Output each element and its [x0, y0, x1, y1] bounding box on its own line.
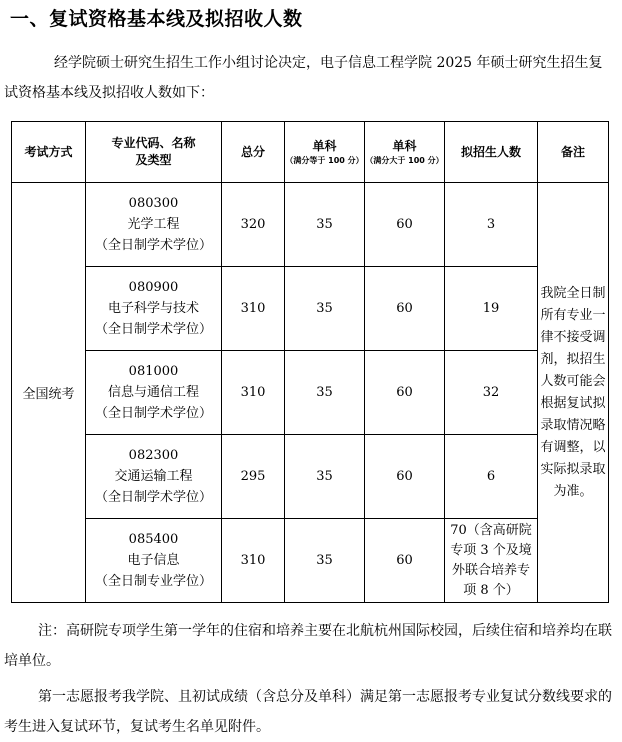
exam-mode-cell: 全国统考 [12, 183, 86, 603]
major-cell [86, 435, 222, 519]
header-remark: 备注 [538, 122, 609, 183]
table-row [12, 267, 609, 351]
quota-cell: 32 [445, 351, 538, 435]
header-single-over-100 [365, 122, 445, 183]
total-score-cell: 310 [222, 351, 285, 435]
quota-cell [445, 519, 538, 603]
header-single-100-note: （满分等于 100 分） [285, 156, 364, 165]
first-choice-paragraph: 第一志愿报考我学院、且初试成绩（含总分及单科）满足第一志愿报考专业复试分数线要求的考生进入复试环节，复试考生名单见附件。 [4, 689, 612, 735]
major-name: 电子科学与技术 [107, 301, 199, 316]
header-major [86, 122, 222, 183]
header-single-over-100-label: 单科 [392, 139, 417, 153]
table-row [12, 519, 609, 603]
major-code: 085400 [128, 532, 179, 547]
single-over-100-cell: 60 [365, 435, 445, 519]
table-row [12, 183, 609, 267]
major-code: 080300 [128, 196, 179, 211]
quota-cell: 19 [445, 267, 538, 351]
single-100-cell: 35 [285, 435, 365, 519]
section-title: 一、复试资格基本线及拟招收人数 [10, 8, 303, 30]
major-name: 电子信息 [127, 553, 180, 568]
total-score-cell: 310 [222, 519, 285, 603]
major-cell [86, 351, 222, 435]
header-single-100 [285, 122, 365, 183]
header-major-line1: 专业代码、名称 [111, 136, 196, 150]
major-code: 081000 [128, 364, 179, 379]
major-name: 交通运输工程 [114, 469, 193, 484]
major-type: （全日制学术学位） [94, 490, 212, 505]
header-total-score: 总分 [222, 122, 285, 183]
single-over-100-cell: 60 [365, 267, 445, 351]
quota-cell: 6 [445, 435, 538, 519]
total-score-cell: 320 [222, 183, 285, 267]
remark-cell: 我院全日制所有专业一律不接受调剂，拟招生人数可能会根据复试拟录取情况略有调整，以实际拟录取为准。 [538, 183, 609, 603]
total-score-cell: 310 [222, 267, 285, 351]
major-cell [86, 519, 222, 603]
major-type: （全日制学术学位） [94, 406, 212, 421]
major-name: 信息与通信工程 [107, 385, 199, 400]
single-100-cell: 35 [285, 183, 365, 267]
major-code: 082300 [128, 448, 179, 463]
major-cell [86, 267, 222, 351]
header-major-line2: 及类型 [135, 153, 172, 167]
intro-paragraph: 经学院硕士研究生招生工作小组讨论决定，电子信息工程学院 2025 年硕士研究生招生复试资格基本线及拟招收人数如下： [4, 55, 603, 101]
table-header-row [12, 122, 609, 183]
major-cell [86, 183, 222, 267]
single-100-cell: 35 [285, 267, 365, 351]
single-over-100-cell: 60 [365, 519, 445, 603]
total-score-cell: 295 [222, 435, 285, 519]
major-code: 080900 [128, 280, 179, 295]
quota-note: 70（含高研院专项 3 个及境外联合培养专项 8 个） [450, 522, 532, 598]
single-100-cell: 35 [285, 351, 365, 435]
single-over-100-cell: 60 [365, 351, 445, 435]
quota-cell: 3 [445, 183, 538, 267]
header-single-100-label: 单科 [312, 139, 337, 153]
single-over-100-cell: 60 [365, 183, 445, 267]
major-type: （全日制学术学位） [94, 322, 212, 337]
header-exam-mode: 考试方式 [12, 122, 86, 183]
major-type: （全日制学术学位） [94, 238, 212, 253]
score-line-table [11, 121, 609, 603]
table-row [12, 435, 609, 519]
major-name: 光学工程 [127, 217, 180, 232]
major-type: （全日制专业学位） [94, 574, 212, 589]
single-100-cell: 35 [285, 519, 365, 603]
table-row [12, 351, 609, 435]
header-quota: 拟招生人数 [445, 122, 538, 183]
note-paragraph: 注：高研院专项学生第一学年的住宿和培养主要在北航杭州国际校园，后续住宿和培养均在联培单位。 [4, 623, 612, 669]
header-single-over-100-note: （满分大于 100 分） [365, 156, 444, 165]
